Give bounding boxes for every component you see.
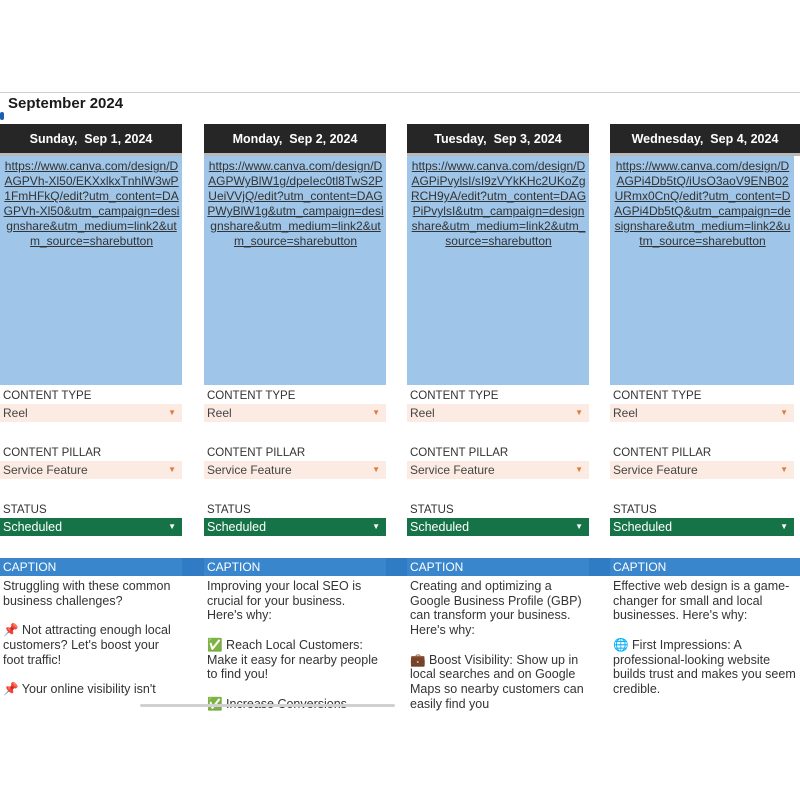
dropdown-caret-icon[interactable]: ▼ [780, 522, 788, 531]
caption-label: CAPTION [0, 558, 182, 576]
design-link-cell[interactable] [204, 156, 386, 385]
dropdown-caret-icon[interactable]: ▼ [168, 408, 176, 417]
dropdown-caret-icon[interactable]: ▼ [575, 465, 583, 474]
month-title[interactable]: September 2024 [8, 95, 124, 112]
content-pillar-dropdown[interactable] [407, 461, 589, 479]
status-dropdown[interactable] [0, 518, 182, 536]
dropdown-caret-icon[interactable]: ▼ [168, 522, 176, 531]
toolbar-divider [0, 92, 800, 93]
day-header[interactable]: Wednesday, Sep 4, 2024 [610, 124, 800, 153]
day-header[interactable]: Tuesday, Sep 3, 2024 [407, 124, 589, 153]
content-type-value: Reel [3, 406, 28, 420]
dropdown-caret-icon[interactable]: ▼ [780, 465, 788, 474]
design-link[interactable]: https://www.canva.com/design/DAGPVh-Xl50/EKXxlkxTnhlW3wP1FmHFkQ/edit?utm_content=DAGPVh-Xl50&utm_campaign=designshare&utm_medium=link2&utm_source=sharebutton [3, 159, 180, 248]
content-pillar-label: CONTENT PILLAR [410, 447, 509, 459]
content-pillar-label: CONTENT PILLAR [207, 447, 306, 459]
status-value: Scheduled [3, 520, 63, 534]
day-header[interactable]: Sunday, Sep 1, 2024 [0, 124, 182, 153]
content-pillar-dropdown[interactable] [610, 461, 794, 479]
content-pillar-label: CONTENT PILLAR [613, 447, 712, 459]
content-type-dropdown[interactable] [0, 404, 182, 422]
dropdown-caret-icon[interactable]: ▼ [575, 408, 583, 417]
content-type-dropdown[interactable] [610, 404, 794, 422]
status-dropdown[interactable] [407, 518, 589, 536]
day-column-4 [610, 124, 800, 704]
status-dropdown[interactable] [204, 518, 386, 536]
caption-label: CAPTION [407, 558, 589, 576]
status-label: STATUS [410, 504, 454, 516]
design-link-cell[interactable] [0, 156, 182, 385]
horizontal-scrollbar[interactable] [0, 704, 800, 707]
design-link-cell[interactable] [407, 156, 589, 385]
content-pillar-value: Service Feature [3, 463, 88, 477]
design-link[interactable]: https://www.canva.com/design/DAGPWyBlW1g/dpeIec0tl8TwS2PUeiVVjQ/edit?utm_content=DAGPWyBlW1g&utm_campaign=designshare&utm_medium=link2&utm_source=sharebutton [207, 159, 384, 248]
content-pillar-dropdown[interactable] [204, 461, 386, 479]
dropdown-caret-icon[interactable]: ▼ [168, 465, 176, 474]
content-type-dropdown[interactable] [407, 404, 589, 422]
dropdown-caret-icon[interactable]: ▼ [575, 522, 583, 531]
status-label: STATUS [3, 504, 47, 516]
caption-label: CAPTION [204, 558, 386, 576]
status-dropdown[interactable] [610, 518, 794, 536]
caption-text[interactable]: Improving your local SEO is crucial for your business. Here's why: ✅ Reach Local Customers: Make it easy for nearby people to find you! [207, 579, 378, 682]
day-header[interactable]: Monday, Sep 2, 2024 [204, 124, 386, 153]
status-label: STATUS [613, 504, 657, 516]
content-pillar-value: Service Feature [613, 463, 698, 477]
caption-label: CAPTION [610, 558, 800, 576]
caption-text[interactable]: Effective web design is a game-changer for small and local businesses. Here's why: 🌐 First Impressions: A professional-looking website builds trust and makes you seem credible. [613, 579, 796, 696]
calendar-grid [0, 124, 800, 711]
content-pillar-value: Service Feature [410, 463, 495, 477]
day-column-3 [407, 124, 589, 711]
scrollbar-thumb[interactable] [140, 704, 395, 707]
day-column-1 [0, 124, 182, 704]
content-type-value: Reel [410, 406, 435, 420]
content-pillar-dropdown[interactable] [0, 461, 182, 479]
active-cell-marker [0, 112, 4, 120]
design-link-cell[interactable] [610, 156, 794, 385]
content-type-label: CONTENT TYPE [410, 390, 499, 402]
dropdown-caret-icon[interactable]: ▼ [372, 465, 380, 474]
caption-text[interactable]: Struggling with these common business challenges? 📌 Not attracting enough local customers? Let's boost your foot traffic! 📌 Your online visibility isn't [3, 579, 171, 696]
content-type-label: CONTENT TYPE [207, 390, 296, 402]
dropdown-caret-icon[interactable]: ▼ [372, 408, 380, 417]
content-pillar-value: Service Feature [207, 463, 292, 477]
status-label: STATUS [207, 504, 251, 516]
content-type-value: Reel [613, 406, 638, 420]
status-value: Scheduled [207, 520, 267, 534]
dropdown-caret-icon[interactable]: ▼ [780, 408, 788, 417]
design-link[interactable]: https://www.canva.com/design/DAGPiPvylsI/sI9zVYkKHc2UKoZgRCH9yA/edit?utm_content=DAGPiPvylsI&utm_campaign=designshare&utm_medium=link2&utm_source=sharebutton [410, 159, 587, 248]
content-type-dropdown[interactable] [204, 404, 386, 422]
design-link[interactable]: https://www.canva.com/design/DAGPi4Db5tQ/iUsO3aoV9ENB02URmx0CnQ/edit?utm_content=DAGPi4Db5tQ&utm_campaign=designshare&utm_medium=link2&utm_source=sharebutton [614, 159, 791, 248]
status-value: Scheduled [613, 520, 673, 534]
dropdown-caret-icon[interactable]: ▼ [372, 522, 380, 531]
content-type-label: CONTENT TYPE [613, 390, 702, 402]
content-pillar-label: CONTENT PILLAR [3, 447, 102, 459]
status-value: Scheduled [410, 520, 470, 534]
day-column-2 [204, 124, 386, 704]
caption-text[interactable]: Creating and optimizing a Google Business Profile (GBP) can transform your business. Here's why: 💼 Boost Visibility: Show up in local searches and on Google Maps so nearby customers can easily find you [410, 579, 584, 711]
content-type-label: CONTENT TYPE [3, 390, 92, 402]
content-type-value: Reel [207, 406, 232, 420]
